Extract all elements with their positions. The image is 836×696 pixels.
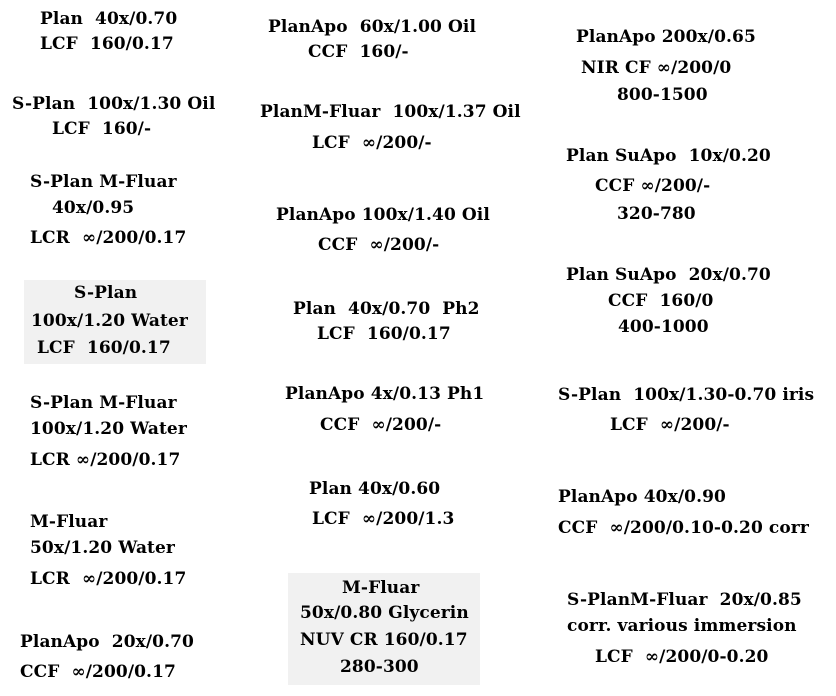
label-line: 400-1000 — [618, 317, 709, 337]
label-line: LCF 160/0.17 — [37, 338, 171, 358]
label-line: PlanApo 40x/0.90 — [558, 487, 726, 507]
label-line: LCR ∞/200/0.17 — [30, 569, 187, 589]
label-line: corr. various immersion — [567, 616, 797, 636]
label-line: CCF ∞/200/0.17 — [20, 662, 176, 682]
label-line: 100x/1.20 Water — [31, 311, 188, 331]
label-line: Plan 40x/0.70 — [40, 9, 178, 29]
label-line: S-Plan — [74, 283, 138, 303]
label-line: S-Plan M-Fluar — [30, 393, 177, 413]
label-line: PlanApo 60x/1.00 Oil — [268, 17, 477, 37]
label-line: LCR ∞/200/0.17 — [30, 450, 181, 470]
label-line: CCF ∞/200/- — [320, 415, 442, 435]
label-line: S-Plan M-Fluar — [30, 172, 177, 192]
label-line: CCF 160/- — [308, 42, 409, 62]
label-line: LCF ∞/200/- — [312, 133, 432, 153]
label-line: PlanApo 4x/0.13 Ph1 — [285, 384, 485, 404]
label-line: Plan 40x/0.70 Ph2 — [293, 299, 480, 319]
label-line: PlanApo 20x/0.70 — [20, 632, 194, 652]
label-line: M-Fluar — [342, 578, 420, 598]
label-line: Plan SuApo 10x/0.20 — [566, 146, 771, 166]
label-line: 50x/1.20 Water — [30, 538, 175, 558]
label-line: CCF 160/0 — [608, 291, 714, 311]
label-line: 280-300 — [340, 657, 419, 677]
label-line: LCF 160/0.17 — [317, 324, 451, 344]
label-line: LCF 160/- — [52, 119, 152, 139]
label-line: LCF ∞/200/- — [610, 415, 730, 435]
label-line: NUV CR 160/0.17 — [300, 630, 468, 650]
label-line: LCR ∞/200/0.17 — [30, 228, 187, 248]
label-line: S-PlanM-Fluar 20x/0.85 — [567, 590, 802, 610]
label-line: 800-1500 — [617, 85, 708, 105]
label-line: CCF ∞/200/- — [595, 176, 711, 196]
label-line: LCF ∞/200/1.3 — [312, 509, 455, 529]
label-line: 50x/0.80 Glycerin — [300, 603, 469, 623]
label-line: M-Fluar — [30, 512, 108, 532]
label-line: 100x/1.20 Water — [30, 419, 187, 439]
label-line: LCF ∞/200/0-0.20 — [595, 647, 769, 667]
label-line: S-Plan 100x/1.30-0.70 iris — [558, 385, 815, 405]
label-line: 40x/0.95 — [52, 198, 135, 218]
label-line: PlanM-Fluar 100x/1.37 Oil — [260, 102, 521, 122]
label-line: PlanApo 200x/0.65 — [576, 27, 756, 47]
label-line: CCF ∞/200/- — [318, 235, 440, 255]
label-line: Plan 40x/0.60 — [309, 479, 441, 499]
label-line: LCF 160/0.17 — [40, 34, 174, 54]
label-line: CCF ∞/200/0.10-0.20 corr — [558, 518, 809, 538]
label-line: PlanApo 100x/1.40 Oil — [276, 205, 490, 225]
label-line: Plan SuApo 20x/0.70 — [566, 265, 771, 285]
label-line: 320-780 — [617, 204, 696, 224]
label-line: S-Plan 100x/1.30 Oil — [12, 94, 216, 114]
label-line: NIR CF ∞/200/0 — [581, 58, 732, 78]
